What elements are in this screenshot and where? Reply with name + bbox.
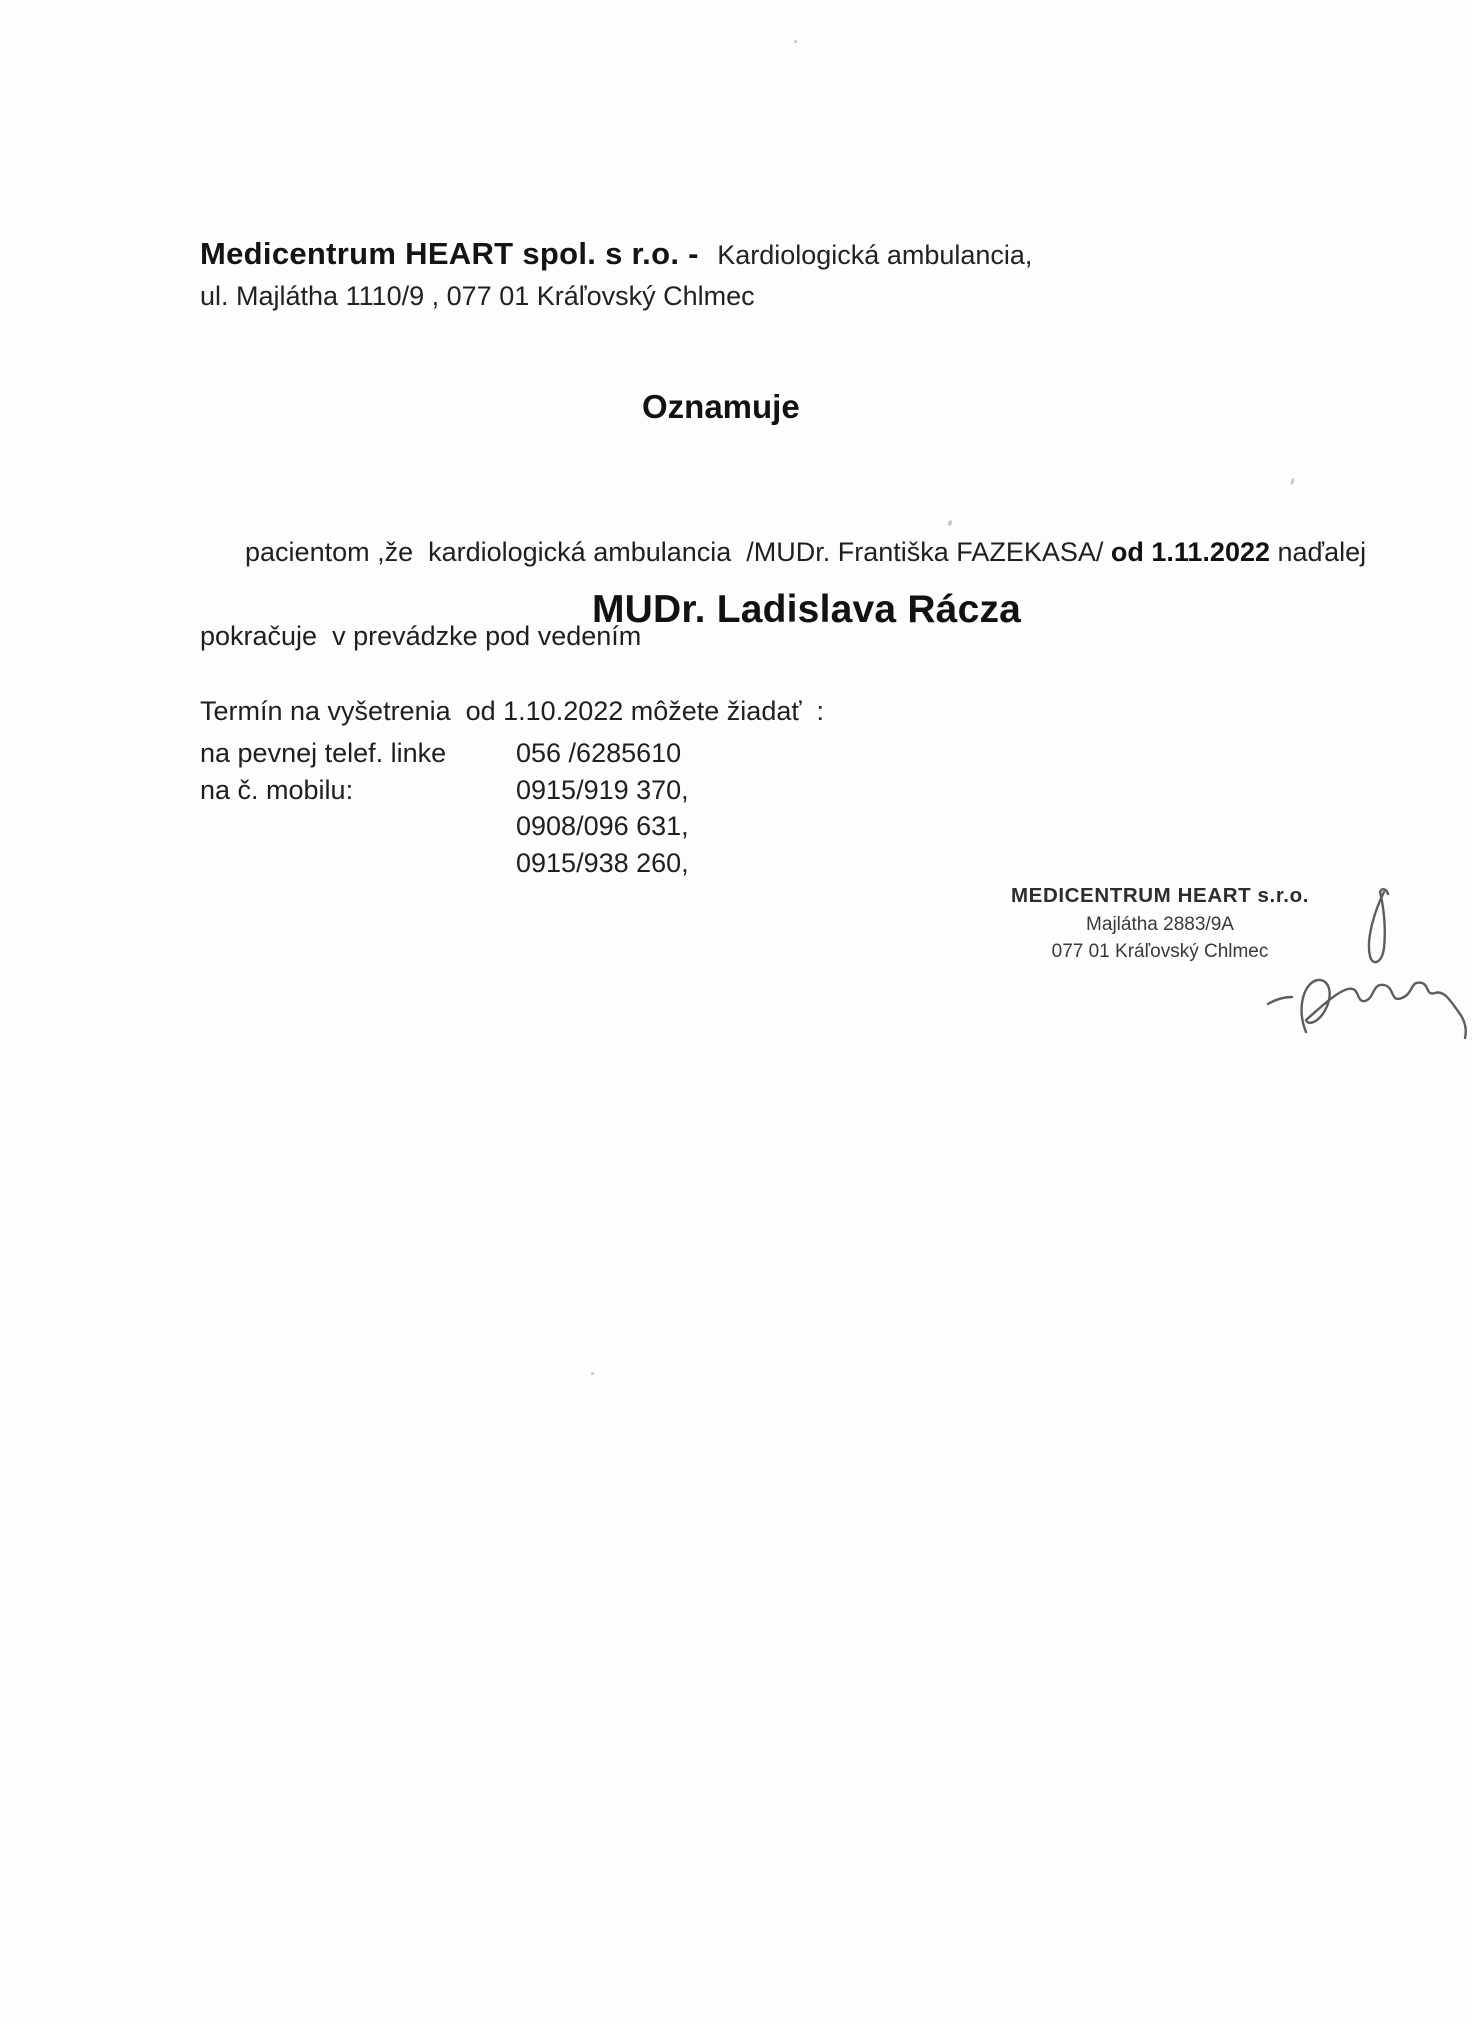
contact-label-mobile: na č. mobilu: bbox=[200, 774, 354, 805]
body-effective-date: od 1.11.2022 bbox=[1110, 537, 1270, 567]
scan-speck bbox=[794, 40, 797, 43]
appointment-intro: Termín na vyšetrenia od 1.10.2022 môžete žiadať : bbox=[200, 696, 824, 726]
department-name: Kardiologická ambulancia, bbox=[717, 240, 1033, 270]
handwritten-signature-icon bbox=[1266, 886, 1472, 1056]
letterhead bbox=[200, 236, 1032, 312]
notice-title: Oznamuje bbox=[642, 388, 800, 425]
contact-row bbox=[200, 848, 689, 885]
body-line1-post: naďalej bbox=[1270, 537, 1367, 567]
company-name: Medicentrum HEART spol. s r.o. - bbox=[200, 236, 699, 271]
company-address: ul. Majlátha 1110/9 , 077 01 Kráľovský Chlmec bbox=[200, 281, 755, 311]
notice-body-line2: pokračuje v prevádzke pod vedením bbox=[200, 621, 642, 651]
contact-row bbox=[200, 775, 689, 812]
contact-value-mobile-1: 0915/919 370, bbox=[516, 774, 689, 805]
doctor-name-heading: MUDr. Ladislava Rácza bbox=[592, 588, 1022, 631]
contact-label-landline: na pevnej telef. linke bbox=[200, 738, 447, 768]
signature-scrawl-icon bbox=[1266, 886, 1472, 1056]
stamp-city: 077 01 Kráľovský Chlmec bbox=[1051, 941, 1269, 962]
scan-speck bbox=[591, 1372, 594, 1375]
contact-list bbox=[200, 738, 689, 884]
stamp-street: Majlátha 2883/9A bbox=[1086, 914, 1234, 935]
body-line1-pre: pacientom ,že kardiologická ambulancia /MUDr. Františka FAZEKASA/ bbox=[245, 537, 1111, 567]
scan-speck bbox=[1290, 478, 1295, 486]
contact-value-mobile-2: 0908/096 631, bbox=[516, 811, 689, 841]
contact-value-landline: 056 /6285610 bbox=[516, 738, 682, 768]
contact-row bbox=[200, 811, 689, 848]
stamp-company-name: MEDICENTRUM HEART s.r.o. bbox=[1011, 884, 1309, 907]
contact-row bbox=[200, 738, 689, 775]
contact-value-mobile-3: 0915/938 260, bbox=[516, 847, 689, 878]
company-line bbox=[200, 236, 1032, 272]
